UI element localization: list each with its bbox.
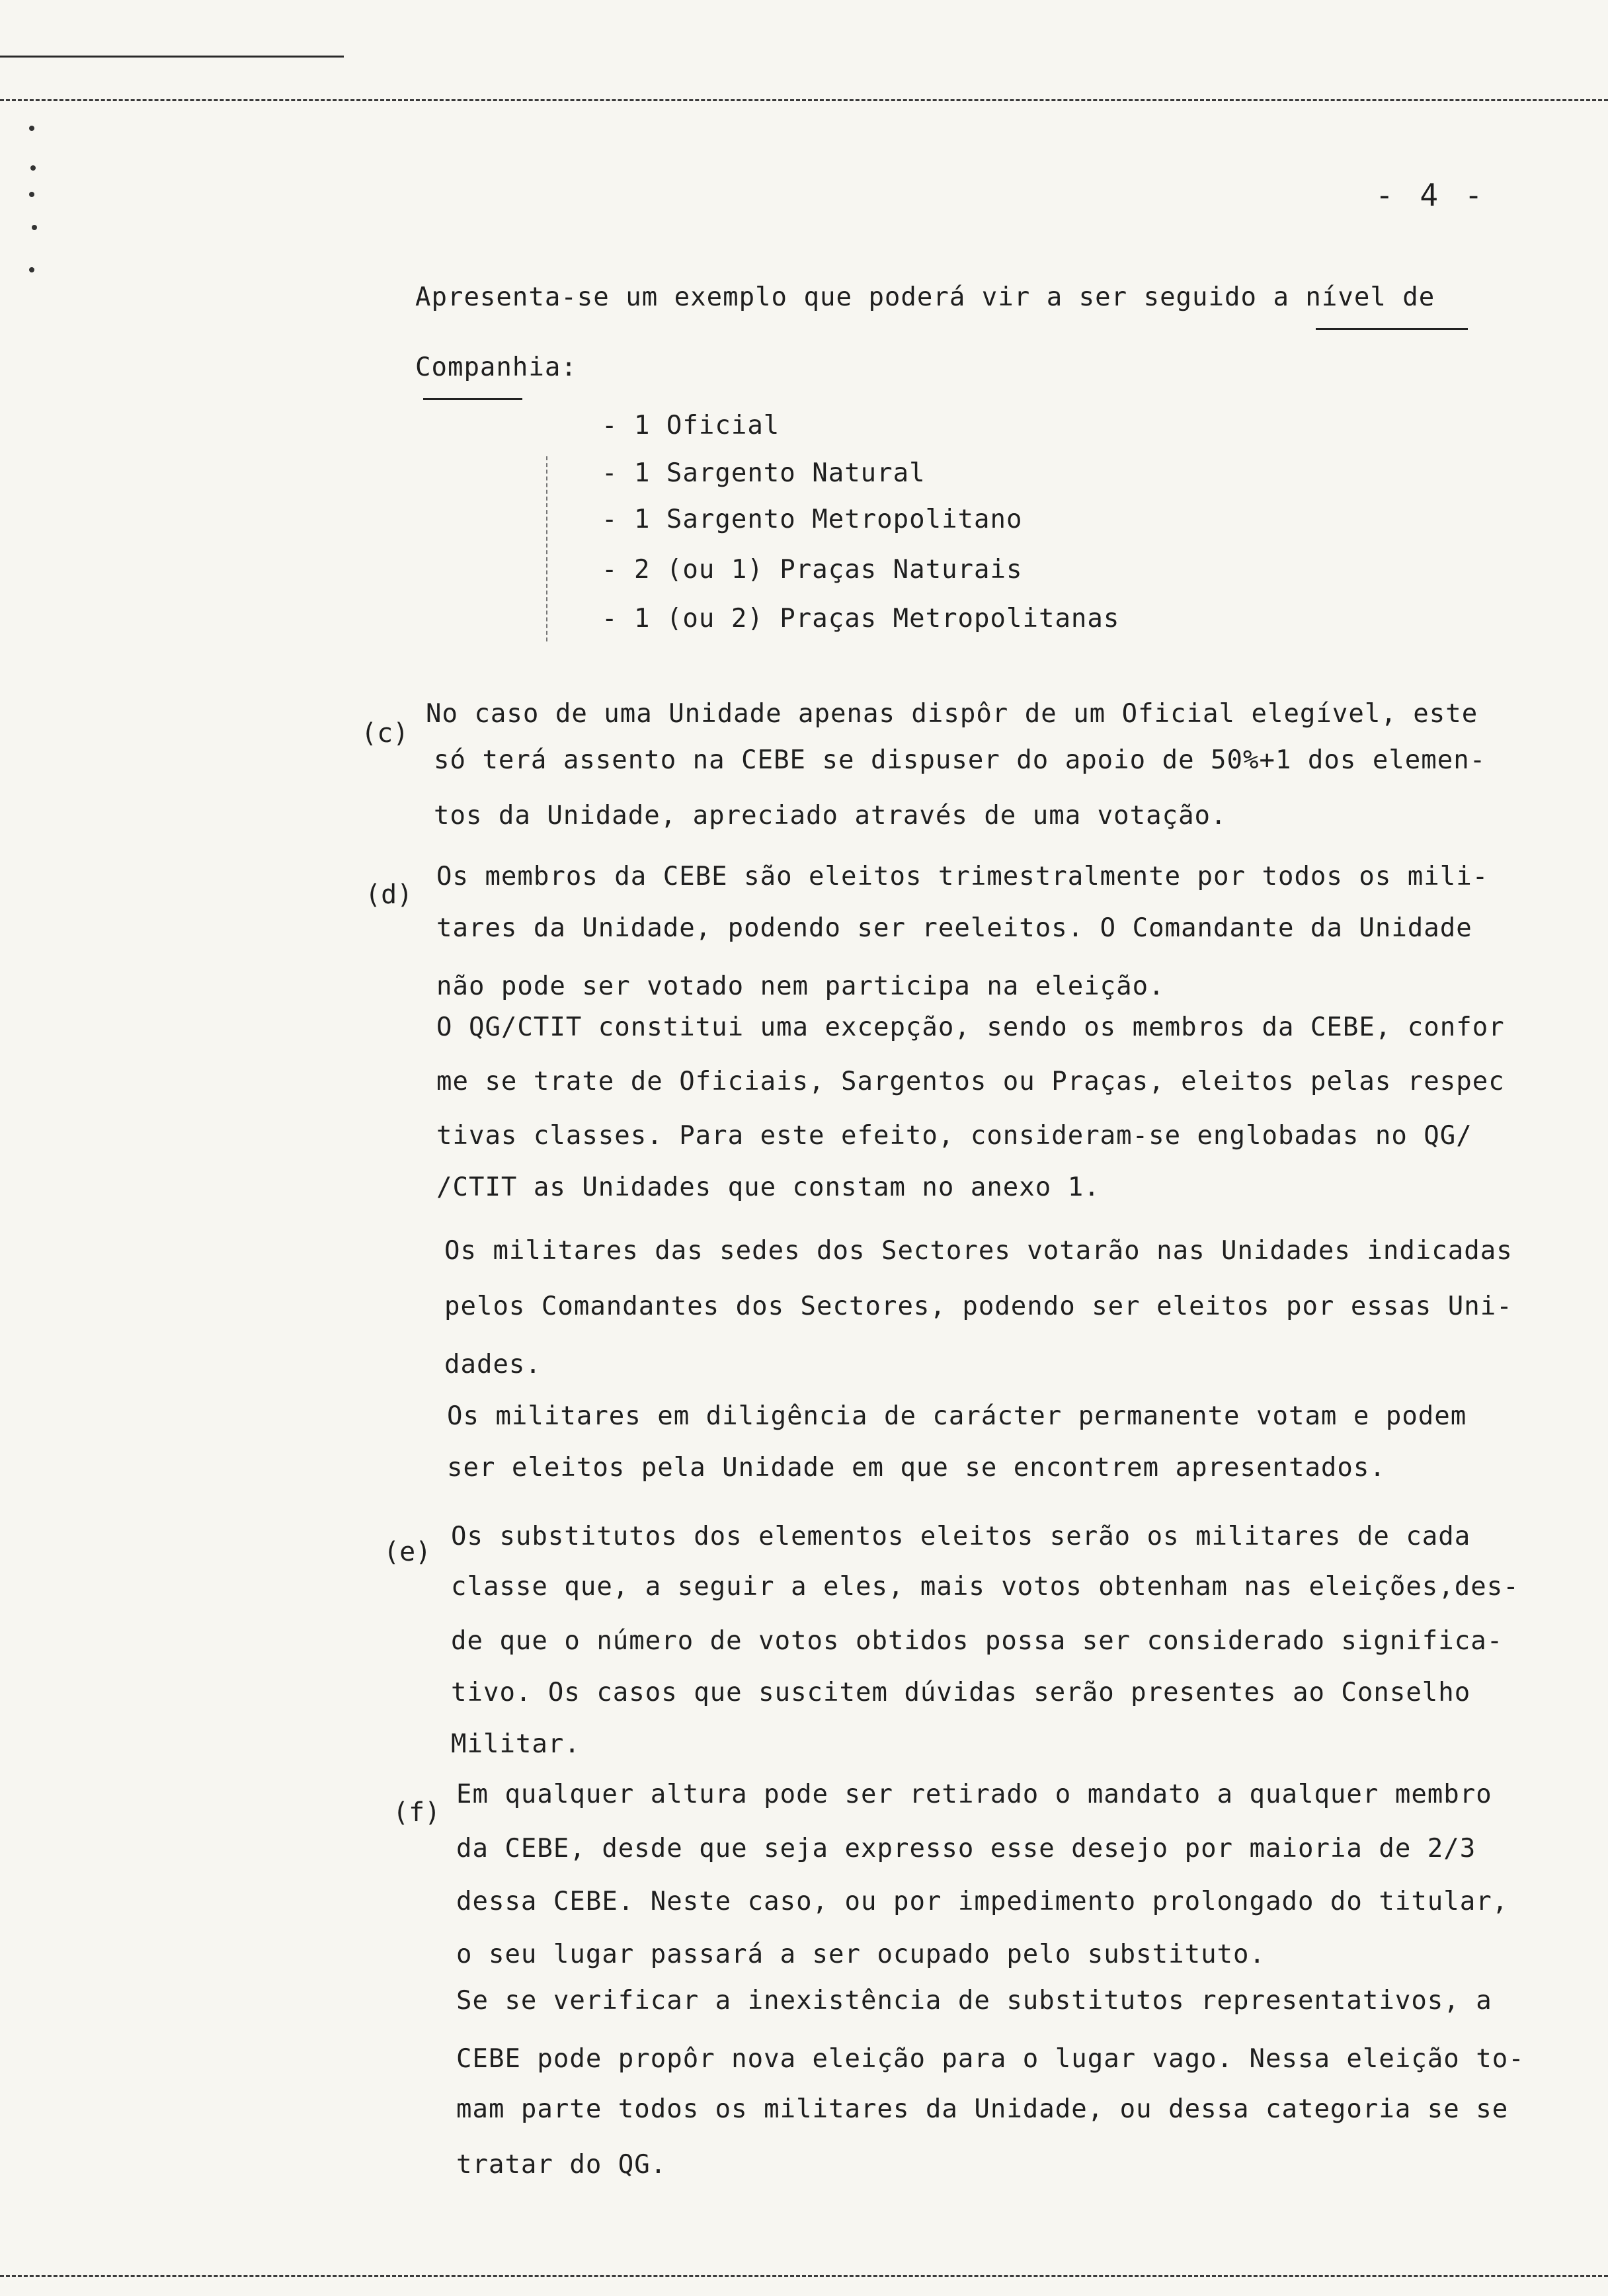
section-c-line: tos da Unidade, apreciado através de uma votação. bbox=[434, 801, 1227, 831]
margin-speck bbox=[29, 192, 34, 197]
section-f-line: mam parte todos os militares da Unidade, ou dessa categoria se se bbox=[456, 2094, 1509, 2124]
section-e-line: Os substitutos dos elementos eleitos serão os militares de cada bbox=[451, 1522, 1471, 1551]
list-item: - 1 Sargento Natural bbox=[602, 458, 926, 488]
list-item: - 1 Sargento Metropolitano bbox=[602, 505, 1023, 534]
section-f-line: Se se verificar a inexistência de substitutos representativos, a bbox=[456, 1986, 1492, 2016]
list-item: - 1 Oficial bbox=[602, 411, 780, 440]
section-label-f: (f) bbox=[393, 1797, 441, 1828]
list-item: - 1 (ou 2) Praças Metropolitanas bbox=[602, 604, 1120, 634]
handwritten-underline bbox=[1316, 328, 1468, 330]
top-rule-2 bbox=[0, 99, 1608, 101]
margin-speck bbox=[29, 126, 34, 131]
section-f-line: dessa CEBE. Neste caso, ou por impedimento prolongado do titular, bbox=[456, 1887, 1509, 1916]
margin-speck bbox=[32, 225, 37, 230]
section-d-p3-line: Os militares em diligência de carácter permanente votam e podem bbox=[447, 1401, 1467, 1431]
section-e-line: Militar. bbox=[451, 1729, 581, 1759]
section-d-p2-line: Os militares das sedes dos Sectores votarão nas Unidades indicadas bbox=[444, 1236, 1513, 1266]
section-d-line: não pode ser votado nem participa na eleição. bbox=[436, 971, 1165, 1001]
section-label-e: (e) bbox=[383, 1537, 432, 1567]
section-c-line: só terá assento na CEBE se dispuser do apoio de 50%+1 dos elemen- bbox=[434, 745, 1486, 775]
section-d-p3-line: ser eleitos pela Unidade em que se encontrem apresentados. bbox=[447, 1453, 1386, 1483]
list-item: - 2 (ou 1) Praças Naturais bbox=[602, 555, 1023, 585]
section-e-line: de que o número de votos obtidos possa ser considerado significa- bbox=[451, 1626, 1504, 1656]
section-e-line: classe que, a seguir a eles, mais votos obtenham nas eleições,des- bbox=[451, 1572, 1519, 1602]
list-bracket bbox=[546, 456, 547, 641]
page-number: - 4 - bbox=[1375, 177, 1487, 213]
section-d-line: me se trate de Oficiais, Sargentos ou Praças, eleitos pelas respec bbox=[436, 1067, 1505, 1096]
intro-line-1: Apresenta-se um exemplo que poderá vir a ser seguido a nível de bbox=[415, 282, 1435, 312]
section-d-line: Os membros da CEBE são eleitos trimestralmente por todos os mili- bbox=[436, 862, 1489, 891]
handwritten-underline bbox=[423, 398, 522, 400]
section-label-c: (c) bbox=[361, 718, 409, 749]
intro-line-2: Companhia: bbox=[415, 352, 577, 382]
section-d-line: tares da Unidade, podendo ser reeleitos. O Comandante da Unidade bbox=[436, 913, 1472, 943]
section-f-line: da CEBE, desde que seja expresso esse desejo por maioria de 2/3 bbox=[456, 1834, 1476, 1864]
section-d-line: O QG/CTIT constitui uma excepção, sendo os membros da CEBE, confor bbox=[436, 1012, 1505, 1042]
bottom-rule bbox=[0, 2275, 1608, 2277]
section-d-line: tivas classes. Para este efeito, consideram-se englobadas no QG/ bbox=[436, 1121, 1472, 1151]
section-d-line: /CTIT as Unidades que constam no anexo 1. bbox=[436, 1172, 1100, 1202]
section-label-d: (d) bbox=[365, 880, 413, 910]
section-c-line: No caso de uma Unidade apenas dispôr de um Oficial elegível, este bbox=[426, 699, 1478, 729]
top-rule-1 bbox=[0, 56, 344, 58]
section-e-line: tivo. Os casos que suscitem dúvidas serão presentes ao Conselho bbox=[451, 1678, 1471, 1707]
section-d-p2-line: dades. bbox=[444, 1350, 542, 1379]
section-f-line: tratar do QG. bbox=[456, 2150, 667, 2180]
section-f-line: Em qualquer altura pode ser retirado o mandato a qualquer membro bbox=[456, 1780, 1492, 1809]
section-d-p2-line: pelos Comandantes dos Sectores, podendo ser eleitos por essas Uni- bbox=[444, 1292, 1513, 1321]
margin-speck bbox=[30, 165, 36, 171]
section-f-line: CEBE pode propôr nova eleição para o lugar vago. Nessa eleição to- bbox=[456, 2044, 1525, 2074]
section-f-line: o seu lugar passará a ser ocupado pelo substituto. bbox=[456, 1940, 1266, 1969]
margin-speck bbox=[29, 267, 34, 272]
